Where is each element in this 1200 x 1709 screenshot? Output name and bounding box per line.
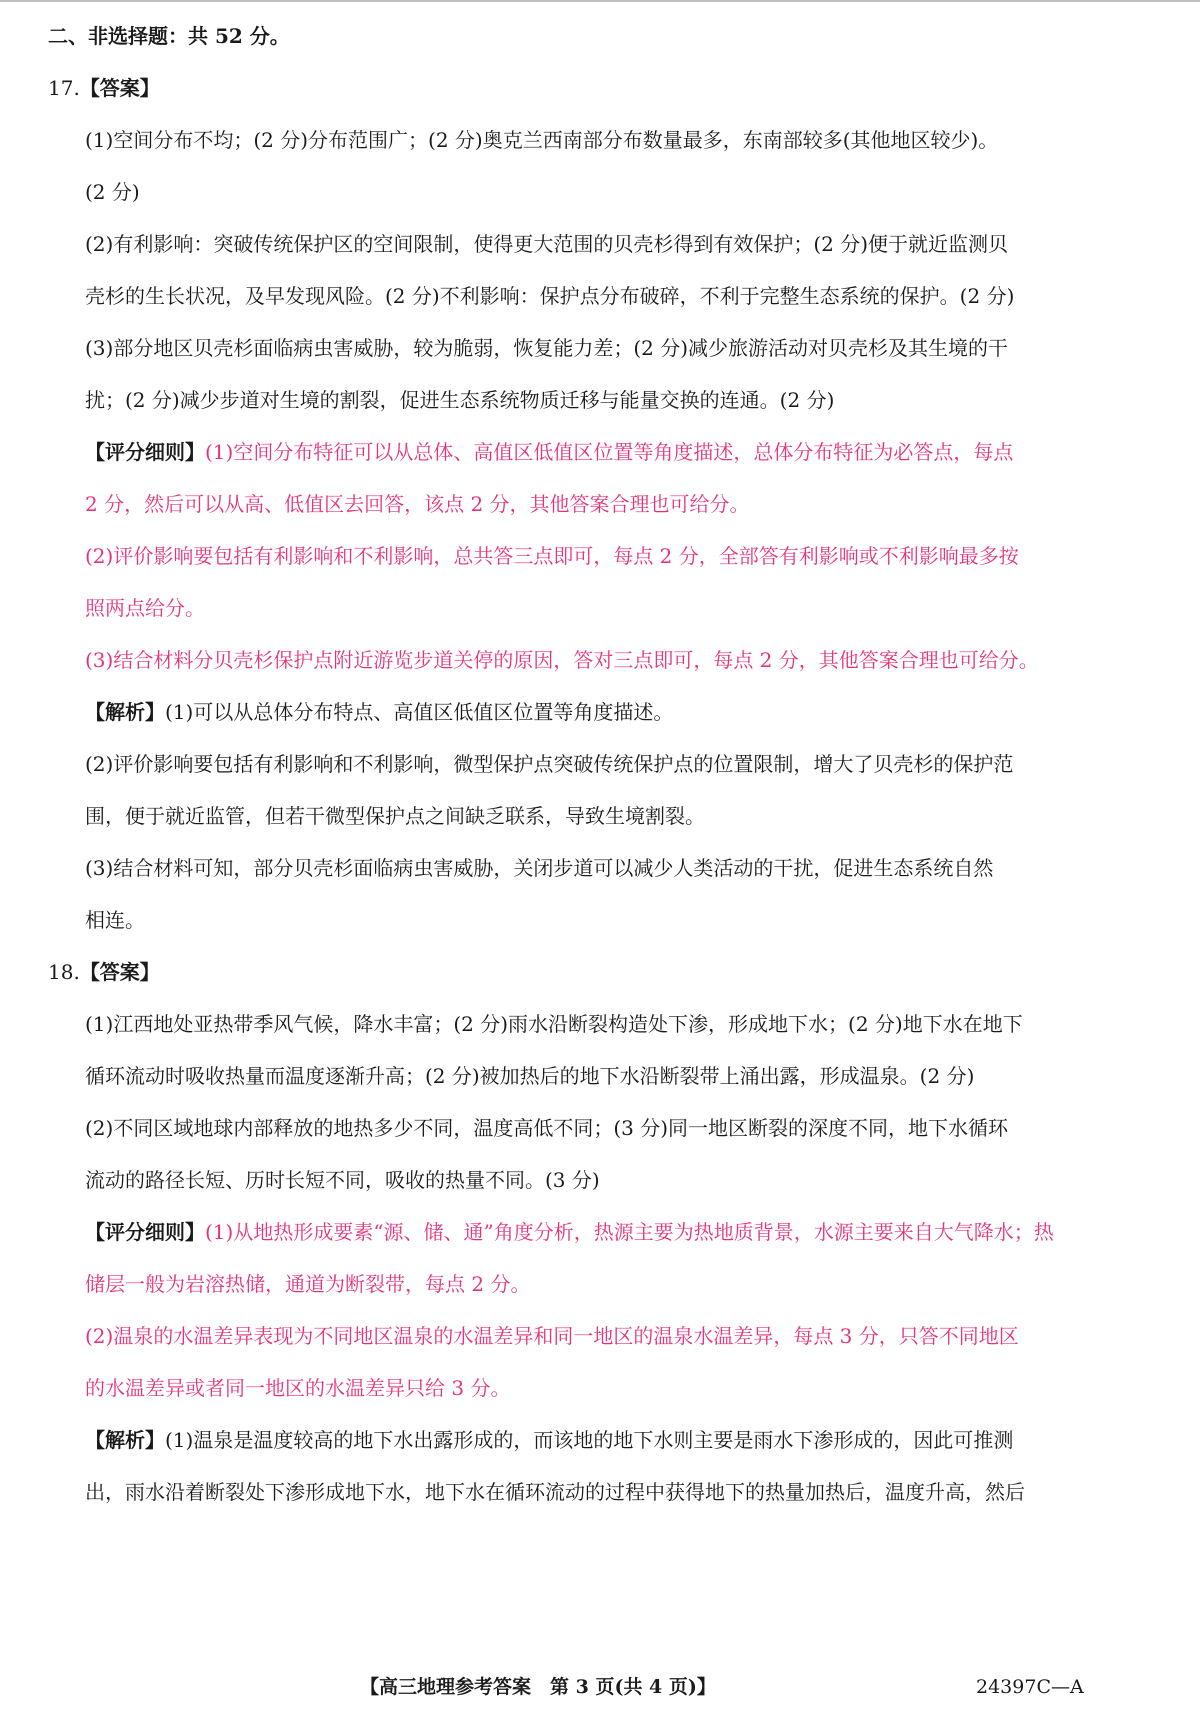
q18-answer-line: (1)江西地处亚热带季风气候，降水丰富；(2 分)雨水沿断裂构造处下渗，形成地下水；(2 分)地下水在地下 (85, 1012, 1023, 1036)
q17-answer-tag: 【答案】 (79, 76, 160, 100)
q17-answer-line: (2)有利影响：突破传统保护区的空间限制，使得更大范围的贝壳杉得到有效保护；(2 分)便于就近监测贝 (85, 232, 1009, 256)
q18-scoring-tag: 【评分细则】 (85, 1220, 205, 1244)
q17-analysis-line: 相连。 (85, 908, 145, 932)
q17-scoring-row (85, 438, 1145, 466)
top-border (0, 0, 1200, 2)
q18-number: 18. (48, 960, 80, 984)
q18-analysis-line: 出，雨水沿着断裂处下渗形成地下水，地下水在循环流动的过程中获得地下的热量加热后，温度升高，然后 (85, 1480, 1025, 1504)
q18-scoring-line: (1)从地热形成要素“源、储、通”角度分析，热源主要为热地质背景，水源主要来自大气降水；热 (205, 1220, 1054, 1244)
q17-analysis-line: 围，便于就近监管，但若干微型保护点之间缺乏联系，导致生境割裂。 (85, 804, 705, 828)
q17-analysis-tag: 【解析】 (85, 700, 165, 724)
q18-scoring-line: (2)温泉的水温差异表现为不同地区温泉的水温差异和同一地区的温泉水温差异，每点 3 分，只答不同地区 (85, 1324, 1019, 1348)
q17-analysis-line: (1)可以从总体分布特点、高值区低值区位置等角度描述。 (165, 700, 674, 724)
q17-analysis-line: (2)评价影响要包括有利影响和不利影响，微型保护点突破传统保护点的位置限制，增大了贝壳杉的保护范 (85, 752, 1014, 776)
q18-header (48, 958, 1108, 986)
q17-answer-line: (3)部分地区贝壳杉面临病虫害威胁，较为脆弱，恢复能力差；(2 分)减少旅游活动对贝壳杉及其生境的干 (85, 336, 1009, 360)
q17-header (48, 74, 1108, 102)
q18-answer-line: (2)不同区域地球内部释放的地热多少不同，温度高低不同；(3 分)同一地区断裂的深度不同，地下水循环 (85, 1116, 1009, 1140)
q17-scoring-line: (2)评价影响要包括有利影响和不利影响，总共答三点即可，每点 2 分，全部答有利影响或不利影响最多按 (85, 544, 1019, 568)
q17-answer-line: (2 分) (85, 180, 140, 204)
q18-scoring-row (85, 1218, 1145, 1246)
q17-number: 17. (48, 76, 80, 100)
q17-analysis-line: (3)结合材料可知，部分贝壳杉面临病虫害威胁，关闭步道可以减少人类活动的干扰，促进生态系统自然 (85, 856, 994, 880)
q17-scoring-line: (1)空间分布特征可以从总体、高值区低值区位置等角度描述，总体分布特征为必答点，每点 (205, 440, 1014, 464)
q18-analysis-line: (1)温泉是温度较高的地下水出露形成的，而该地的地下水则主要是雨水下渗形成的，因此可推测 (165, 1428, 1014, 1452)
q18-analysis-row (85, 1426, 1145, 1454)
section-title: 二、非选择题：共 52 分。 (48, 24, 290, 48)
q18-answer-line: 流动的路径长短、历时长短不同，吸收的热量不同。(3 分) (85, 1168, 600, 1192)
q17-scoring-line: 2 分，然后可以从高、低值区去回答，该点 2 分，其他答案合理也可给分。 (85, 492, 750, 516)
q18-answer-tag: 【答案】 (79, 960, 160, 984)
q18-analysis-tag: 【解析】 (85, 1428, 165, 1452)
footer-code: 24397C—A (976, 1676, 1084, 1698)
q18-answer-line: 循环流动时吸收热量而温度逐渐升高；(2 分)被加热后的地下水沿断裂带上涌出露，形成温泉。(2 分) (85, 1064, 975, 1088)
q17-answer-line: 壳杉的生长状况，及早发现风险。(2 分)不利影响：保护点分布破碎，不利于完整生态系统的保护。(2 分) (85, 284, 1015, 308)
q18-scoring-line: 的水温差异或者同一地区的水温差异只给 3 分。 (85, 1376, 511, 1400)
q17-answer-line: (1)空间分布不均；(2 分)分布范围广；(2 分)奥克兰西南部分布数量最多，东南部较多(其他地区较少)。 (85, 128, 999, 152)
q18-scoring-line: 储层一般为岩溶热储，通道为断裂带，每点 2 分。 (85, 1272, 531, 1296)
q17-scoring-line: (3)结合材料分贝壳杉保护点附近游览步道关停的原因，答对三点即可，每点 2 分，其他答案合理也可给分。 (85, 648, 1039, 672)
q17-analysis-row (85, 698, 1145, 726)
q17-scoring-tag: 【评分细则】 (85, 440, 205, 464)
q17-answer-line: 扰；(2 分)减少步道对生境的割裂，促进生态系统物质迁移与能量交换的连通。(2 分) (85, 388, 835, 412)
q17-scoring-line: 照两点给分。 (85, 596, 205, 620)
footer-title: 【高三地理参考答案 第 3 页(共 4 页)】 (360, 1676, 716, 1698)
